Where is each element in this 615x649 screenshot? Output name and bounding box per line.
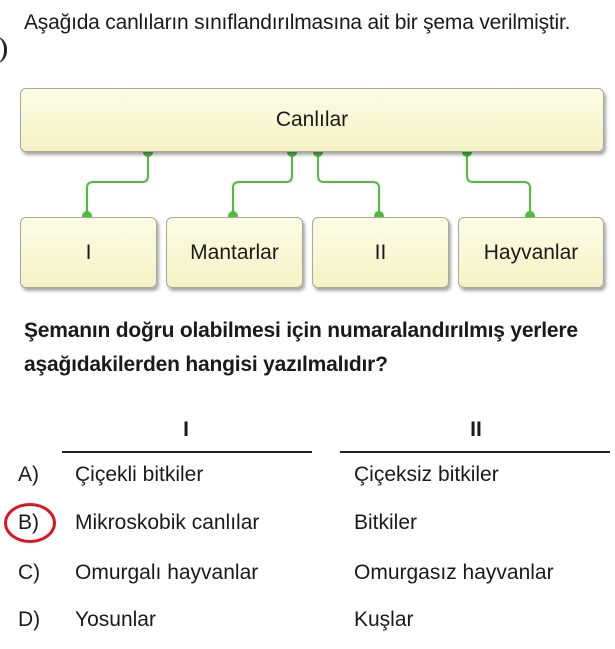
option-col1: Mikroskobik canlılar: [75, 511, 260, 534]
column-rule-I: [62, 451, 312, 453]
classification-diagram: [0, 0, 615, 300]
child-box-1: [20, 217, 157, 288]
child-label-1: I: [85, 240, 92, 264]
child-box-4: [458, 217, 604, 288]
connector-to-mantarlar: [233, 152, 292, 216]
intro-text: Aşağıda canlıların sınıflandırılmasına ait bir şema verilmiştir.: [24, 11, 571, 34]
option-letter: C): [18, 561, 41, 584]
option-col1: Çiçekli bitkiler: [75, 463, 204, 486]
connector-to-I: [87, 152, 148, 216]
option-letter: B): [18, 511, 39, 534]
option-letter: A): [18, 463, 39, 486]
connector-to-II: [318, 152, 379, 216]
answer-circle-mark: [4, 503, 56, 543]
option-col2: Çiçeksiz bitkiler: [354, 463, 499, 486]
child-label-4: Hayvanlar: [483, 240, 579, 264]
option-col2: Kuşlar: [354, 608, 414, 631]
root-box: [20, 88, 604, 152]
option-col2: Omurgasız hayvanlar: [354, 561, 554, 584]
option-col2: Bitkiler: [354, 511, 418, 534]
child-box-3: [312, 217, 449, 288]
child-label-3: II: [374, 240, 387, 264]
option-col1: Yosunlar: [75, 608, 156, 631]
connector-lines: [87, 152, 530, 216]
connector-to-hayvanlar: [467, 152, 530, 216]
option-letter: D): [18, 608, 41, 631]
column-rule-II: [340, 451, 610, 453]
child-box-2: [166, 217, 303, 288]
column-header-II: II: [470, 418, 482, 441]
child-label-2: Mantarlar: [190, 240, 279, 264]
column-header-I: I: [183, 418, 189, 441]
question-text: Şemanın doğru olabilmesi için numaralandırılmış yerlere aşağıdakilerden hangisi yazılmalıdır?: [24, 319, 578, 376]
option-col1: Omurgalı hayvanlar: [75, 561, 259, 584]
root-label: Canlılar: [275, 108, 349, 131]
